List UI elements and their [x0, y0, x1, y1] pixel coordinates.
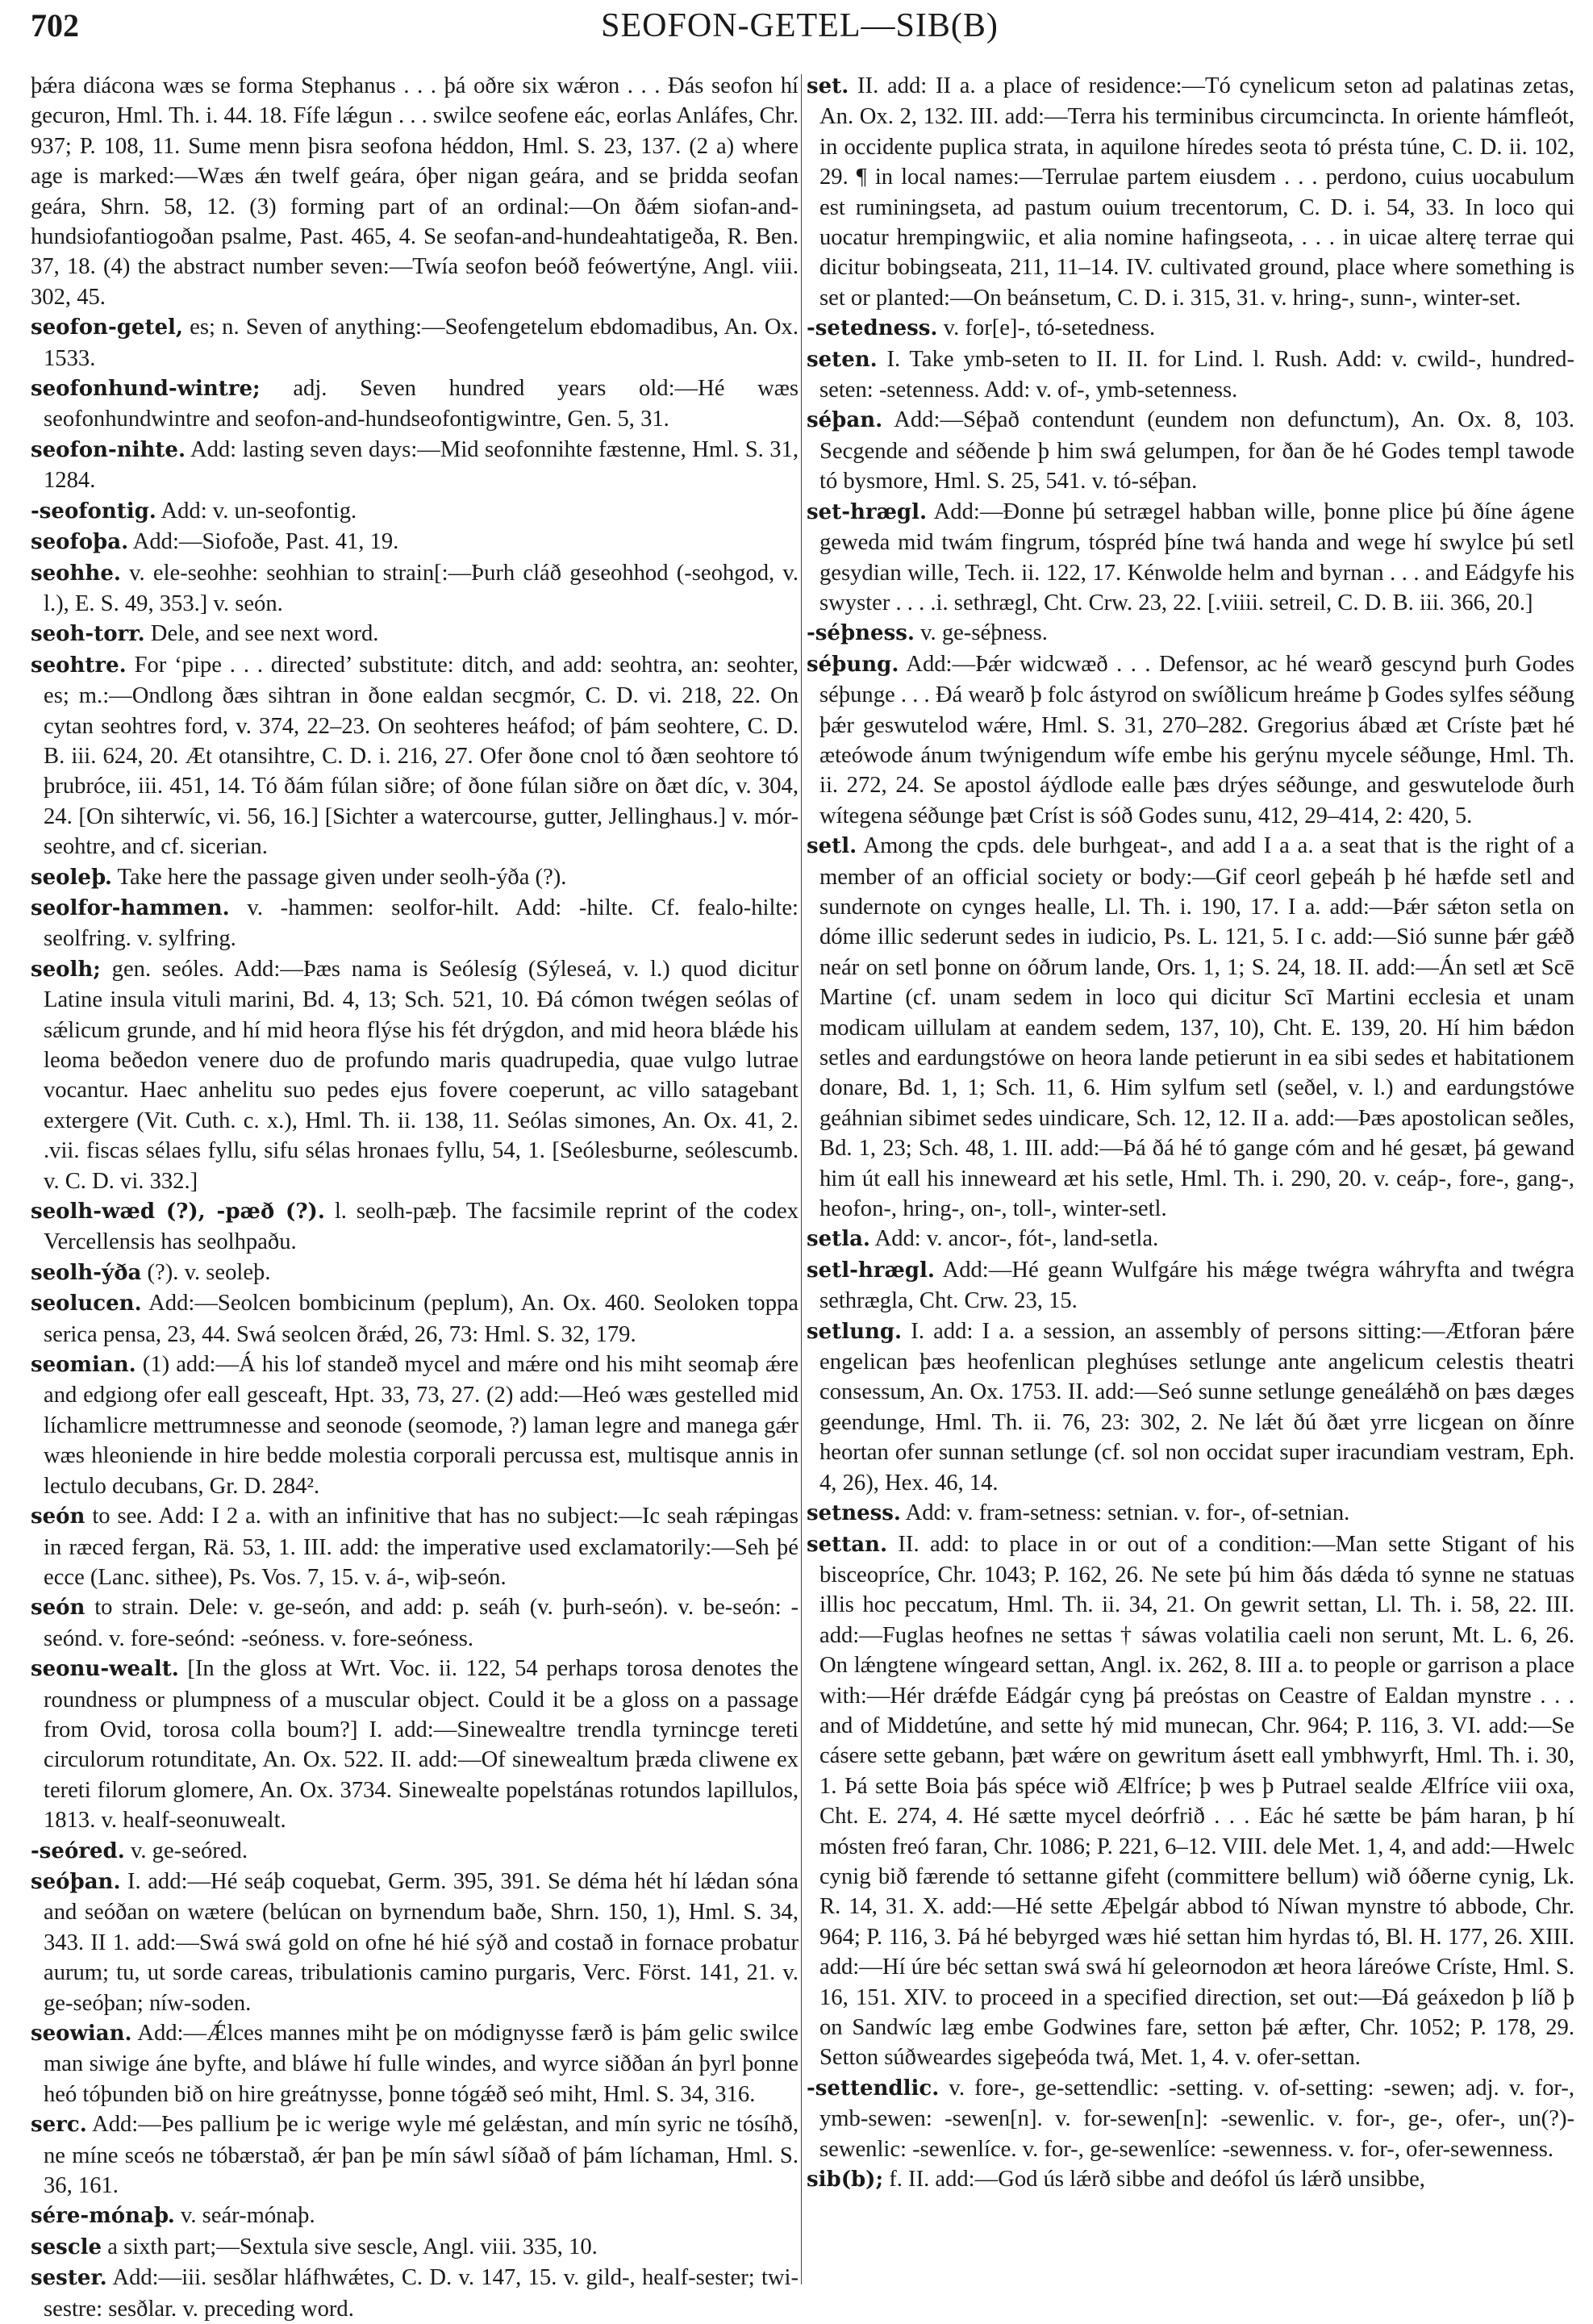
entry-body: f. II. add:—God ús lǽrð sibbe and deófol ús lǽrð unsibbe,: [883, 2167, 1425, 2193]
dictionary-entry: [807, 71, 1574, 313]
entry-body: II. add: to place in or out of a condition:—Man sette Stigant of his bisceopríce, Chr. 1043; P. 162, 26. Ne sete þú him ðás dǽda tó synne ne statuas illis hoc peccatum, Hml. Th. ii. 34, 21. On gewrit settan, Ll. Th. i. 58, 22. III. add:—Fuglas heofnes ne settas † sáwas volatilia caeli non serunt, Mt. L. 6, 26. On lǽngtene wíngeard settan, Angl. ix. 262, 8. III a. to people or garrison a place with:—Hér drǽfde Eádgár cyng þá preóstas on Ceastre of Ealdan mynstre . . . and of Middetúne, and sette hý mid munecan, Chr. 964; P. 116, 3. VI. add:—Se cásere sette gebann, þæt wǽre on gewritum ásett eall ymbhwyrft, Hml. Th. i. 30, 1. Þá sette Boia þás spéce wið Ælfríce; þ wes þ Putrael sealde Ælfríce viii oxa, Cht. E. 274, 4. Hé sætte mycel deórfrið . . . Eác hé sætte be þám haran, þ hí mósten freó faran, Chr. 1086; P. 221, 6–12. VIII. dele Met. 1, 4, and add:—Hwelc cynig bið færende tó settanne gifeht (committere bellum) wið óðerne cynig, Lk. R. 14, 31. X. add:—Hé sette Æþelgár abbod tó Níwan mynstre tó abbode, Chr. 964; P. 116, 3. Þá hé bebyrged wæs hié settan him hyrdas tó, Bl. H. 177, 26. XIII. add:—Hí úre béc settan swá swá hí geleornodon æt heora láreówe Críste, Hml. S. 16, 151. XIV. to proceed in a specified direction, set out:—Ðá geáxedon þ líð þ on Sandwíc læg embe Godwines fare, setton þǽ æfter, Chr. 1052; P. 178, 29. Setton súðweardes sigeþeóda twá, Met. 1, 4. v. ofer-settan.: [819, 1531, 1574, 2071]
entry-headword: serc.: [31, 2113, 87, 2138]
entry-body: Take here the passage given under seolh-ýða (?).: [111, 864, 567, 890]
dictionary-entry: [31, 2263, 799, 2324]
entry-headword: seofoþa.: [31, 530, 129, 555]
entry-body: gen. seóles. Add:—Þæs nama is Seólesíg (Sýleseá, v. l.) quod dicitur Latine insula vituli marini, Bd. 4, 13; Sch. 521, 10. Ðá cómon twégen seólas of sǽlicum grunde, and hí mid heora flýse his fét drýgdon, and mid heora blǽde his leoma beðedon venere duo de profundo maris quadrupedia, quae vulgo lutrae vocantur. Haec anhelitu suo pedes ejus fovere coeperunt, ac villo satagebant extergere (Vit. Cuth. c. x.), Hml. Th. ii. 138, 11. Seólas simones, An. Ox. 41, 2. .vii. fiscas sélaes fyllu, sifu sélas hronaes fyllu, 54, 1. [Seólesburne, seólescumb. v. C. D. vi. 332.]: [44, 956, 799, 1194]
entry-headword: setl.: [807, 834, 857, 859]
dictionary-entry: [31, 893, 799, 954]
entry-body: adj. Seven hundred years old:—Hé wæs seofonhundwintre and seofon-and-hundseofontigwintre, Gen. 5, 31.: [44, 376, 799, 432]
entry-body: Add:—Þes pallium þe ic werige wyle mé gelǽstan, and mín syric ne tósíhð, ne míne sceós ne tóbærstað, ǽr þan þe mín sáwl síðað of þám líchaman, Hml. S. 36, 161.: [44, 2112, 799, 2199]
entry-body: Add: v. fram-setness: setnian. v. for-, of-setnian.: [900, 1500, 1350, 1526]
entry-body: Add:—Siofoðe, Past. 41, 19.: [128, 529, 399, 555]
entry-headword: seohtre.: [31, 653, 127, 678]
dictionary-entry: [31, 2232, 799, 2263]
entry-headword: seofonhund-wintre;: [31, 377, 261, 402]
entry-headword: seomian.: [31, 1353, 136, 1378]
dictionary-entry: [807, 2073, 1574, 2164]
entry-headword: -séþness.: [807, 621, 915, 646]
entry-headword: seoleþ.: [31, 865, 112, 890]
dictionary-entry: [31, 619, 799, 649]
entry-headword: setness.: [807, 1501, 901, 1526]
entry-body: I. add:—Hé seáþ coquebat, Germ. 395, 391. Se déma hét hí lǽdan sóna and seóðan on wætere (belúcan on byrnendum baðe, Shrn. 150, 1), Hml. S. 34, 343. II 1. add:—Swá swá gold on ofne hé hié sýð and costað in fornace probatur aurum; tu, ut sorde careas, tribulationis camino purgaris, Verc. Först. 141, 21. v. ge-seóþan; níw-soden.: [44, 1868, 799, 2016]
entry-body: II. add: II a. a place of residence:—Tó cynelicum seton ad palatinas zetas, An. Ox. 2, 132. III. add:—Terra his terminibus circumcincta. In oriente hámfleót, in occidente puplica strata, in aquilone híredes seota tó présta túne, C. D. ii. 102, 29. ¶ in local names:—Terrulae partem eiusdem . . . perdono, cuius uocabulum est ruminingseta, ad pastum ouium trecentorum, C. D. i. 54, 33. In loco qui uocatur hrempingwiic, et alia nomine hafingseota, . . . in uicae alterę terrae qui dicitur bobingseata, 211, 11–14. IV. cultivated ground, place where something is set or planted:—On beánsetum, C. D. i. 315, 31. v. hring-, sunn-, winter-set.: [819, 73, 1574, 311]
dictionary-entry: [31, 1350, 799, 1501]
entry-body: Add:—iii. sesðlar hláfhwǽtes, C. D. v. 147, 15. v. gild-, healf-sester; twi-sestre: sesðlar. v. preceding word.: [44, 2265, 799, 2322]
entry-headword: seowian.: [31, 2022, 132, 2046]
dictionary-entry: [31, 650, 799, 862]
entry-body: Add: v. ancor-, fót-, land-setla.: [869, 1226, 1159, 1252]
entry-headword: seolh-wæd (?), -pæð (?).: [31, 1200, 325, 1225]
entry-body: v. ele-seohhe: seohhian to strain[:—Þurh cláð geseohhod (-seohgod, v. l.), E. S. 49, 353.] v. seón.: [44, 560, 799, 616]
left-column: [31, 71, 799, 2324]
dictionary-entry: [31, 2109, 799, 2201]
dictionary-entry: [807, 831, 1574, 1224]
dictionary-entry: [807, 405, 1574, 496]
entry-headword: sére-mónaþ.: [31, 2204, 175, 2229]
dictionary-entry: [31, 1592, 799, 1654]
dictionary-entry: [31, 1258, 799, 1288]
dictionary-entry: [807, 344, 1574, 406]
page-header: [31, 6, 1569, 55]
entry-headword: sib(b);: [807, 2168, 884, 2193]
entry-body: I. Take ymb-seten to II. II. for Lind. l. Rush. Add: v. cwild-, hundred-seten: -setenness. Add: v. of-, ymb-setenness.: [819, 346, 1574, 403]
entry-body: Add:—Seolcen bombicinum (peplum), An. Ox. 460. Seoloken toppa serica pensa, 23, 44. Swá seolcen ðrǽd, 26, 73: Hml. S. 32, 179.: [44, 1291, 799, 1347]
entry-body: Add:—Hé geann Wulfgáre his mǽge twégra wáhryfta and twégra sethrægla, Cht. Crw. 23, 15.: [819, 1257, 1574, 1314]
dictionary-entry: [31, 558, 799, 620]
dictionary-entry: [807, 2164, 1574, 2195]
dictionary-entry: [31, 527, 799, 557]
entry-headword: setla.: [807, 1227, 870, 1252]
dictionary-entry: [31, 862, 799, 893]
entry-headword: séþung.: [807, 652, 899, 677]
entry-headword: seofon-getel,: [31, 315, 183, 340]
dictionary-entry: [31, 1501, 799, 1592]
dictionary-entry: [807, 1498, 1574, 1529]
column-divider: [801, 74, 802, 2284]
entry-body: v. ge-séþness.: [914, 620, 1048, 646]
entry-headword: -seóred.: [31, 1838, 125, 1863]
dictionary-entry: [31, 1196, 799, 1258]
entry-headword: seolucen.: [31, 1291, 142, 1316]
entry-headword: seóþan.: [31, 1869, 121, 1894]
dictionary-entry: [31, 496, 799, 527]
dictionary-entry: [31, 2201, 799, 2231]
entry-body: v. fore-, ge-settendlic: -setting. v. of-setting: -sewen; adj. v. for-, ymb-sewen: -sewen[n]. v. for-sewen[n]: -sewenlic. v. for-, ge-, ofer-, un(?)-sewenlic: -sewenlíce. v. for-, ge-sewenlíce: -sewenness. v. for-, ofer-sewenness.: [819, 2075, 1574, 2162]
dictionary-entry: [31, 71, 799, 312]
entry-headword: setlung.: [807, 1319, 903, 1344]
entry-headword: seón: [31, 1504, 85, 1529]
entry-headword: seten.: [807, 347, 878, 372]
entry-headword: set.: [807, 74, 849, 98]
entry-headword: seón: [31, 1596, 85, 1621]
dictionary-entry: [807, 313, 1574, 344]
entry-body: Add: v. un-seofontig.: [156, 498, 357, 524]
dictionary-entry: [31, 954, 799, 1196]
dictionary-entry: [807, 649, 1574, 831]
dictionary-entry: [31, 1836, 799, 1867]
entry-body: Add:—Séþað contendunt (eundem non defunctum), An. Ox. 8, 103. Secgende and séðende þ him swá gelumpen, for ðan ðe hé Godes templ tawode tó bysmore, Hml. S. 25, 541. v. tó-séþan.: [819, 407, 1574, 494]
dictionary-entry: [807, 1224, 1574, 1254]
entry-body: a sixth part;—Sextula sive sescle, Angl. viii. 335, 10.: [102, 2234, 598, 2259]
dictionary-entry: [807, 497, 1574, 619]
entry-body: Add:—Þǽr widcwæð . . . Defensor, ac hé wearð gescynd þurh Godes séþunge . . . Ðá wearð þ folc ástyrod on swíðlicum hreáme þ Godes sylfes séðung þǽr geswutelod wǽre, Hml. S. 31, 270–282. Gregorius ábæd æt Críste þæt hé æteówode ánum twýnigendum wífe embe his gerýnu mycele séðunge, Hml. Th. ii. 272, 24. Se apostol áýdlode ealle þæs drýes séðunge, and geswutelode ðurh wítegena séðunge þæt Críst is sóð Godes sunu, 412, 29–414, 2: 420, 5.: [819, 651, 1574, 828]
entry-headword: sester.: [31, 2266, 107, 2291]
dictionary-entry: [31, 1654, 799, 1835]
entry-body: v. seár-mónaþ.: [174, 2203, 315, 2229]
entry-body: For ‘pipe . . . directed’ substitute: ditch, and add: seohtra, an: seohter, es; m.:—Ondlong ðæs sihtran in ðone ealdan secgmór, C. D. vi. 218, 22. On cytan seohtres ford, v. 374, 22–23. On seohteres heáfod; of þám seohtere, C. D. B. iii. 624, 20. Æt otansihtre, C. D. i. 216, 27. Ofer ðone cnol tó ðæn seohtore tó þrubróce, iii. 451, 14. Tó ðám fúlan siðre; of ðone fúlan siðre on ðæt díc, v. 304, 24. [On sihterwíc, vi. 56, 16.] [Sichter a watercourse, gutter, Jellinghaus.] v. mór-seohtre, and cf. sicerian.: [44, 652, 799, 860]
entry-body: Dele, and see next word.: [144, 621, 379, 647]
entry-headword: -seofontig.: [31, 499, 156, 524]
entry-headword: seolh-ýða: [31, 1260, 142, 1285]
entry-body: v. -hammen: seolfor-hilt. Add: -hilte. Cf. fealo-hilte: seolfring. v. sylfring.: [44, 895, 799, 952]
entry-body: es; n. Seven of anything:—Seofengetelum ebdomadibus, An. Ox. 1533.: [44, 315, 799, 371]
entry-headword: seolh;: [31, 957, 101, 982]
entry-headword: seolfor-hammen.: [31, 895, 230, 920]
entry-body: þǽra diácona wæs se forma Stephanus . . . þá oðre six wǽron . . . Ðás seofon hí gecuron, Hml. Th. i. 44. 18. Fífe lǽgun . . . swilce seofene eác, eorlas Anláfes, Chr. 937; P. 108, 11. Sume menn þisra seofona héddon, Hml. S. 23, 137. (2 a) where age is marked:—Wæs ǽn twelf geára, óþer nigan geára, and se þridda seofan geára, Shrn. 58, 12. (3) forming part of an ordinal:—On ðǽm siofan-and-hundsiofantiogoðan psalme, Past. 465, 4. Se seofan-and-hundeahtatigeða, R. Ben. 37, 18. (4) the abstract number seven:—Twía seofon beóð feówertýne, Angl. viii. 302, 45.: [31, 73, 799, 310]
entry-headword: seohhe.: [31, 561, 121, 586]
entry-headword: setl-hrægl.: [807, 1258, 935, 1283]
entry-headword: settan.: [807, 1532, 888, 1557]
dictionary-entry: [807, 1255, 1574, 1316]
entry-body: Add:—Ðonne þú setrægel habban wille, þonne plice þú ðíne ágene geweda mid twám fingrum, tóspréd þíne twá handa and wege hí swylce þú setl gesydian wille, Tech. ii. 122, 17. Kénwolde helm and byrnan . . . and Eádgyfe his swyster . . . .i. sethrægl, Cht. Crw. 23, 22. [.viiii. setreil, C. D. B. iii. 366, 20.]: [819, 499, 1574, 615]
dictionary-entry: [31, 435, 799, 496]
dictionary-entry: [807, 618, 1574, 649]
entry-body: l. seolh-pæþ. The facsimile reprint of the codex Vercellensis has seolhpaðu.: [44, 1199, 799, 1255]
dictionary-entry: [31, 373, 799, 435]
entry-body: Add: lasting seven days:—Mid seofonnihte fæstenne, Hml. S. 31, 1284.: [44, 436, 799, 494]
entry-headword: séþan.: [807, 408, 883, 433]
entry-body: v. ge-seóred.: [124, 1838, 248, 1863]
entry-headword: -settendlic.: [807, 2076, 940, 2101]
entry-headword: set-hrægl.: [807, 499, 928, 524]
entry-body: Among the cpds. dele burhgeat-, and add I a a. a seat that is the right of a member of an official society or body:—Gif ceorl geþeáh þ hé hæfde setl and sundernote on cynges healle, Ll. Th. i. 190, 17. I a. add:—Þǽr sǽton setla on dóme illic sederunt sedes in iudicio, Ps. L. 121, 5. I c. add:—Sió sunne þǽr gǽð neár on setl þonne on óðrum lande, Ors. 1, 1; S. 24, 18. II. add:—Án setl æt Scē Martine (cf. unam sedem in loco qui dicitur Scī Martini ecclesia et unam modicam uillulam at eandem sedem, 137, 10), Cht. E. 139, 20. Hí him bǽdon setles and eardungstówe on heora lande petierunt in ea sibi sedes et habitationem donare, Bd. 1, 1; Sch. 11, 6. Him sylfum setl (seðel, v. l.) and eardungstówe geáhnian sibimet sedes uindicare, Sch. 12, 12. II a. add:—Þæs apostolican seðles, Bd. 1, 23; Sch. 48, 1. III. add:—Þá ðá hé tó gange cóm and hé gesæt, þá gewand him út eall his inneweard æt his setle, Hml. Th. i. 290, 20. v. ceáp-, fore-, gang-, heofon-, hring-, on-, toll-, winter-setl.: [819, 833, 1574, 1222]
dictionary-entry: [807, 1316, 1574, 1498]
entry-headword: -setedness.: [807, 316, 938, 341]
page-number: 702: [31, 7, 79, 44]
entry-body: (1) add:—Á his lof standeð mycel and mǽre ond his miht seomaþ ǽre and edgiong ofer eall gesceaft, Hpt. 33, 73, 27. (2) add:—Heó wæs gestelled mid líchamlicre mettrumnesse and seonode (seomode, ?) laman legre and manega gǽr wæs hleoniende in hire bedde molestia corporali percussa est, multisque annis in lectulo decubans, Gr. D. 284².: [44, 1352, 799, 1499]
entry-headword: seoh-torr.: [31, 622, 145, 647]
dictionary-entry: [31, 2018, 799, 2109]
entry-headword: seofon-nihte.: [31, 437, 186, 462]
dictionary-entry: [807, 1529, 1574, 2073]
right-column: [807, 71, 1574, 2195]
entry-body: Add:—Ǽlces mannes miht þe on módignysse færð is þám gelic swilce man siwige áne byfte, and bláwe hí fulle windes, and wyrce siððan án þyrl þonne heó tóþunden bið on hire greátnysse, þonne tógǽð seó miht, Hml. S. 34, 316.: [44, 2021, 799, 2107]
dictionary-entry: [31, 312, 799, 373]
dictionary-entry: [31, 1288, 799, 1350]
entry-body: to strain. Dele: v. ge-seón, and add: p. seáh (v. þurh-seón). v. be-seón: -seónd. v. fore-seónd: -seóness. v. fore-seóness.: [44, 1595, 799, 1651]
entry-body: (?). v. seoleþ.: [141, 1259, 271, 1285]
entry-body: v. for[e]-, tó-setedness.: [937, 315, 1156, 341]
entry-headword: sescle: [31, 2234, 102, 2259]
entry-body: to see. Add: I 2 a. with an infinitive that has no subject:—Ic seah rǽpingas in ræced fergan, Rä. 53, 1. III. add: the imperative used exclamatorily:—Seh þé ecce (Lanc. sithee), Ps. Vos. 7, 15. v. á-, wiþ-seón.: [44, 1504, 799, 1590]
entry-body: [In the gloss at Wrt. Voc. ii. 122, 54 perhaps torosa denotes the roundness or plumpness of a muscular object. Could it be a gloss on a passage from Ovid, torosa colla boum?] I. add:—Sinewealtre trendla tyrnincge tereti circulorum rotunditate, An. Ox. 522. II. add:—Of sinewealtum þræda cliwene ex tereti filorum glomere, An. Ox. 3734. Sinewealte popelstánas rotundos lapillulos, 1813. v. healf-seonuwealt.: [44, 1656, 799, 1834]
dictionary-entry: [31, 1867, 799, 2018]
page-title: SEOFON-GETEL—SIB(B): [601, 7, 999, 44]
entry-headword: seonu-wealt.: [31, 1657, 179, 1682]
entry-body: I. add: I a. a session, an assembly of persons sitting:—Ætforan þǽre engelican þæs heofenlican pleghúses setlunge ante angelicum celestis theatri consessum, An. Ox. 1753. II. add:—Seó sunne setlunge geneálǽhð on þæs dæges geendunge, Hml. Th. ii. 76, 23: 302, 2. Ne lǽt ðú ðæt yrre licgean on ðínre heortan ofer sunnan setlunge (cf. sol non occidat super iracundiam vestram, Eph. 4, 26), Hex. 46, 14.: [819, 1318, 1574, 1496]
